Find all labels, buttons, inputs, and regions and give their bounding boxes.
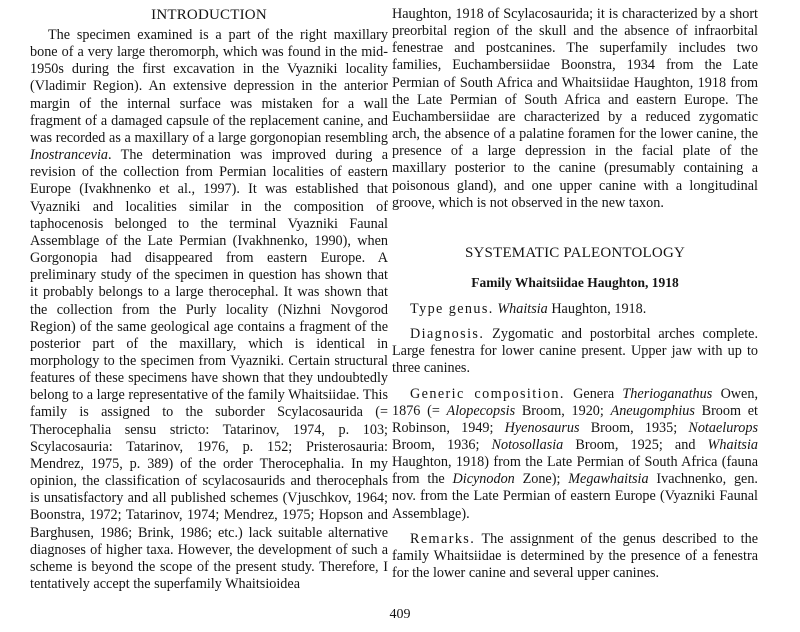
family-heading: Family Whaitsiidae Haughton, 1918	[471, 274, 679, 290]
gc-genus: Whaitsia	[707, 436, 758, 453]
remarks-text: The assignment of the genus described to the family Whaitsiidae is determined by the presence of a fenestra for the lower canine and several upper canines.	[392, 530, 758, 582]
gc-text: Broom, 1935;	[579, 419, 689, 436]
gc-text: Owen, 1876 (=	[392, 385, 758, 419]
continuation-paragraph: Haughton, 1918 of Scylacosaurida; it is characterized by a short preorbital region of the skull and the absence of infraorbital fenestrae and postcanines. The superfamily includes two families, Euchambersiidae Boonstra, 1934 from the Late Permian of South Africa and Whaitsiidae Haughton, 1918 from the Late Permian of South Africa and eastern Europe. The Euchambersiidae are characterized by a reduced zygomatic arch, the absence of a palatine foramen for the lower canine, the presence of a large depression in the facial plate of the maxillary posterior to the canine (presumably containing a poisonous gland), and one upper canine with a longitudinal groove, which is not observed in the new taxon.	[392, 6, 758, 211]
gc-genus: Dicynodon	[452, 471, 515, 488]
gc-genus: Hyenosaurus	[504, 419, 580, 436]
diagnosis-text: Zygomatic and postorbital arches complete. Large fenestra for lower canine present. Upper jaw with up to three canines.	[392, 326, 758, 377]
intro-genus-inostrancevia: Inostrancevia	[30, 147, 109, 164]
gc-text: Zone);	[514, 471, 569, 488]
diagnosis-paragraph	[392, 326, 758, 377]
systematic-paleontology-heading: SYSTEMATIC PALEONTOLOGY	[464, 244, 686, 261]
right-column	[392, 6, 758, 582]
gc-genus: Megawhaitsia	[568, 471, 649, 488]
gc-text: Genera	[564, 385, 623, 402]
introduction-paragraph	[30, 27, 388, 593]
gc-genus: Notaelurops	[688, 419, 758, 436]
gc-text: Broom, 1936;	[392, 436, 492, 453]
type-genus-author: Haughton, 1918.	[547, 300, 647, 317]
generic-composition-paragraph	[392, 386, 758, 523]
gc-text: Broom, 1920;	[515, 402, 611, 419]
intro-text-1: The specimen examined is a part of the right maxillary bone of a very large theromorph, which was found in the mid-1950s during the first excavation in the Vyazniki locality (Vladimir Region). An extensive depression in the anterior margin of the internal surface was mistaken for a wall fragment of a damaged capsule of the replacement canine, and was recorded as a maxillary of a large gorgonopian resembling	[30, 27, 388, 146]
gc-text: Broom, 1925; and	[563, 436, 708, 453]
remarks-label: Remarks.	[410, 530, 476, 547]
intro-text-2: . The determination was improved during a revision of the collection from Permian localities of eastern Europe (Ivakhnenko et al., 1997). It was established that Vyazniki and localities similar in the composition of taphocenosis belonged to the terminal Vyazniki Faunal Assemblage of the Late Permian (Ivakhnenko, 1990), when Gorgonopia had disappeared from eastern Europe. A preliminary study of the specimen in question has shown that it probably belongs to a large therocephal. It was shown that the collection from the Purly locality (Nizhni Novgorod Region) of the same geological age contains a fragment of the posterior part of the maxillary, which is identical in morphology to the specimen from Vyazniki. Certain structural features of these specimens have shown that they undoubtedly belong to a large representative of the family Whaitsiidae. This family is assigned to the suborder Scylacosaurida (= Therocephalia sensu stricto: Tatarinov, 1974, p. 103; Scylacosauria: Tatarinov, 1976, p. 152; Pristerosauria: Mendrez, 1975, p. 389) of the order Therocephalia. In my opinion, the classification of scylacosaurids and therocephals is unsatisfactory and all published schemes (Vjuschkov, 1964; Boonstra, 1972; Tatarinov, 1974; Mendrez, 1975; Hopson and Barghusen, 1986; Brink, 1986; etc.) lack suitable alternative diagnoses of higher taxa. However, the development of such a scheme is beyond the scope of the present study. Therefore, I tentatively accept the superfamily Whaitsioidea	[30, 147, 388, 592]
gc-genus: Aneugomphius	[610, 402, 695, 419]
type-genus-paragraph	[392, 301, 758, 318]
gc-genus: Therioganathus	[622, 385, 713, 402]
generic-composition-label: Generic composition.	[410, 385, 565, 402]
introduction-heading: INTRODUCTION	[151, 7, 267, 23]
left-column	[30, 6, 388, 593]
page-number: 409	[389, 607, 411, 622]
gc-text: Haughton, 1918) from the Late Permian of South Africa (fauna from the	[392, 454, 758, 488]
gc-genus: Alopecopsis	[446, 402, 516, 419]
gc-text: Broom et Robinson, 1949;	[392, 402, 758, 436]
gc-text: Ivachnenko, gen. nov. from the Late Permian of eastern Europe (Vyazniki Faunal Assemblage).	[392, 471, 758, 522]
type-genus-name: Whaitsia	[497, 300, 548, 317]
diagnosis-label: Diagnosis.	[410, 326, 485, 343]
remarks-paragraph	[392, 531, 758, 582]
type-genus-label: Type genus.	[410, 300, 494, 317]
gc-genus: Notosollasia	[491, 436, 564, 453]
